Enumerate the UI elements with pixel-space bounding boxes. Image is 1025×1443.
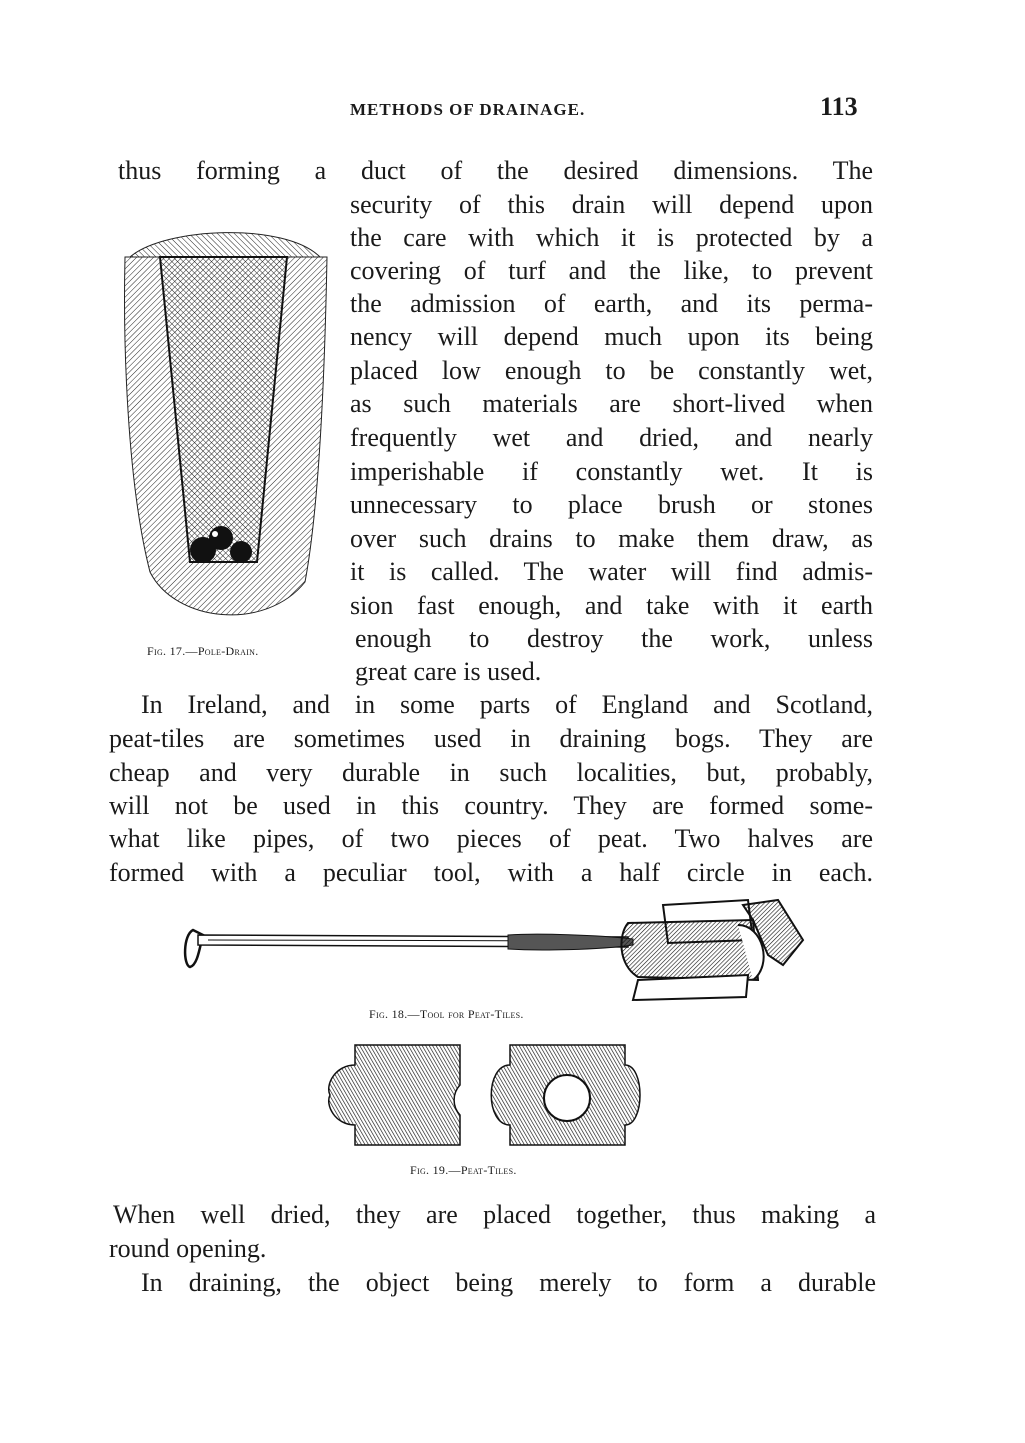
- text-line: the admission of earth, and its perma-: [350, 289, 873, 318]
- text-line: what like pipes, of two pieces of peat. Two halves are: [109, 824, 873, 853]
- text-line: cheap and very durable in such localities, but, probably,: [109, 758, 873, 787]
- text-line: over such drains to make them draw, as: [350, 524, 873, 553]
- text-line: as such materials are short-lived when: [350, 389, 873, 418]
- text-line: placed low enough to be constantly wet,: [350, 356, 873, 385]
- text-line: nency will depend much upon its being: [350, 322, 873, 351]
- text-line: When well dried, they are placed together, thus making a: [113, 1200, 876, 1229]
- text-line: will not be used in this country. They are formed some-: [109, 791, 873, 820]
- text-line: unnecessary to place brush or stones: [350, 490, 873, 519]
- text-line: In draining, the object being merely to form a durable: [141, 1268, 876, 1297]
- text-line: round opening.: [109, 1234, 267, 1263]
- text-line: imperishable if constantly wet. It is: [350, 457, 873, 486]
- text-line: sion fast enough, and take with it earth: [350, 591, 873, 620]
- text-line: enough to destroy the work, unless: [355, 624, 873, 653]
- header-title: METHODS OF DRAINAGE.: [350, 100, 586, 119]
- peat-tiles-illustration: [325, 1040, 645, 1155]
- text-line: formed with a peculiar tool, with a half circle in each.: [109, 858, 873, 887]
- pole-drain-illustration: [115, 222, 330, 642]
- page-number: 113: [820, 92, 858, 121]
- text-line: In Ireland, and in some parts of England and Scotland,: [141, 690, 873, 719]
- text-line: peat-tiles are sometimes used in draining bogs. They are: [109, 724, 873, 753]
- text-line: great care is used.: [355, 657, 542, 686]
- text-line: the care with which it is protected by a: [350, 223, 873, 252]
- text-line: security of this drain will depend upon: [350, 190, 873, 219]
- text-line: covering of turf and the like, to prevent: [350, 256, 873, 285]
- text-line: it is called. The water will find admis-: [350, 557, 873, 586]
- text-line: frequently wet and dried, and nearly: [350, 423, 873, 452]
- figure-caption: Fig. 18.—Tool for Peat-Tiles.: [369, 1007, 524, 1021]
- figure-caption: Fig. 17.—Pole-Drain.: [147, 644, 259, 658]
- figure-caption: Fig. 19.—Peat-Tiles.: [410, 1163, 517, 1177]
- text-line: thus forming a duct of the desired dimensions. The: [118, 156, 873, 185]
- peat-tool-illustration: [178, 895, 818, 1005]
